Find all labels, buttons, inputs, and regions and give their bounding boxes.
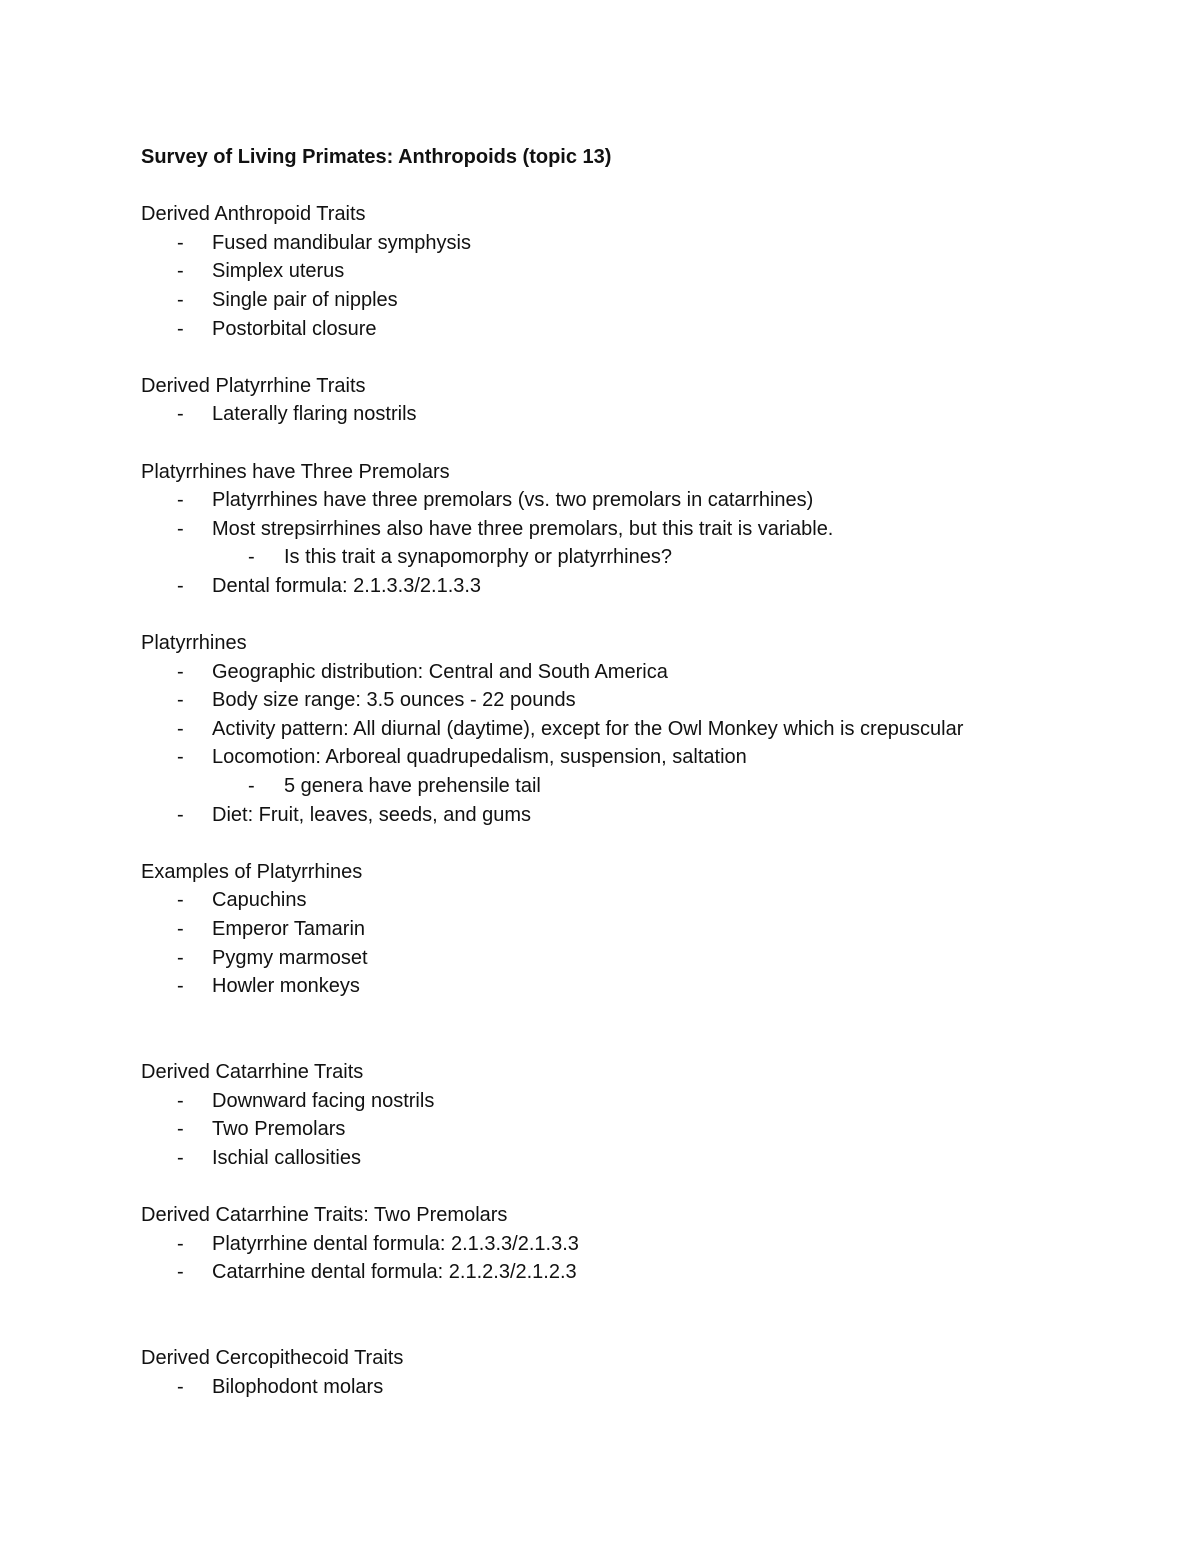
dash-bullet: - [177,1118,184,1141]
dash-bullet: - [177,1375,184,1398]
dash-bullet: - [177,260,184,283]
list-item [141,1115,1101,1144]
list-item-text: Emperor Tamarin [212,918,366,941]
dash-bullet: - [177,489,184,512]
list-item-text: Ischial callosities [212,1146,361,1169]
section-heading: Derived Anthropoid Traits [141,203,366,226]
section-derived-platyrrhine-traits [141,372,1101,429]
section-heading: Derived Catarrhine Traits [141,1061,364,1083]
dash-bullet: - [177,975,184,998]
dash-bullet: - [177,1261,184,1284]
list-item-text: Diet: Fruit, leaves, seeds, and gums [212,803,532,826]
dash-bullet: - [248,775,255,798]
list-item [141,686,1101,715]
list-item [141,715,1101,744]
dash-bullet: - [177,889,184,912]
list-item-text: Pygmy marmoset [212,946,368,969]
list-item-text: Activity pattern: All diurnal (daytime), except for the Owl Monkey which is crepuscular [212,717,964,740]
list-item-text: Howler monkeys [212,975,360,998]
section-heading: Derived Cercopithecoid Traits [141,1346,404,1369]
section-derived-anthropoid-traits [141,200,1101,343]
dash-bullet: - [177,689,184,712]
dash-bullet: - [177,918,184,941]
list-item [141,400,1101,429]
list-item [141,515,1101,572]
dash-bullet: - [177,317,184,340]
list-item [141,801,1101,830]
list-item [141,315,1101,344]
bullet-list [141,1373,1101,1402]
list-item-text: Single pair of nipples [212,288,398,311]
section-heading: Examples of Platyrrhines [141,860,363,883]
list-item-text: Simplex uterus [212,260,345,283]
dash-bullet: - [248,546,255,569]
list-item [141,743,1101,800]
document-title: Survey of Living Primates: Anthropoids (topic 13) [141,146,612,168]
list-item-text: Postorbital closure [212,317,377,340]
bullet-list [141,886,1101,1000]
bullet-list [141,658,1101,830]
list-item-text: Fused mandibular symphysis [212,231,471,254]
sub-bullet-list [212,772,1101,801]
sub-bullet-list [212,543,1101,572]
dash-bullet: - [177,717,184,740]
list-item [141,1373,1101,1402]
list-item-text: Catarrhine dental formula: 2.1.2.3/2.1.2.3 [212,1261,577,1284]
dash-bullet: - [177,517,184,540]
list-item [141,915,1101,944]
dash-bullet: - [177,1146,184,1169]
bullet-list [141,486,1101,600]
list-item-text: Two Premolars [212,1118,346,1141]
list-item [141,944,1101,973]
bullet-list [141,229,1101,343]
dash-bullet: - [177,231,184,254]
dash-bullet: - [177,1232,184,1255]
list-item-text: Laterally flaring nostrils [212,403,417,426]
dash-bullet: - [177,803,184,826]
list-item-text: Platyrrhines have three premolars (vs. two premolars in catarrhines) [212,489,814,512]
sub-list-item-text: Is this trait a synapomorphy or platyrrhines? [284,546,672,569]
section-derived-catarrhine-traits [141,1058,1101,1172]
list-item [141,572,1101,601]
bullet-list [141,400,1101,429]
section-platyrrhines-three-premolars [141,458,1101,601]
document-body [141,143,1101,1430]
list-item [141,1087,1101,1116]
sub-list-item-text: 5 genera have prehensile tail [284,775,541,798]
section-examples-of-platyrrhines [141,858,1101,1001]
section-heading: Derived Catarrhine Traits: Two Premolars [141,1203,508,1226]
dash-bullet: - [177,946,184,969]
list-item-text: Bilophodont molars [212,1375,384,1398]
dash-bullet: - [177,403,184,426]
bullet-list [141,1087,1101,1173]
list-item-text: Dental formula: 2.1.3.3/2.1.3.3 [212,574,482,597]
dash-bullet: - [177,288,184,311]
list-item [141,486,1101,515]
list-item-text: Downward facing nostrils [212,1089,435,1112]
section-catarrhine-two-premolars [141,1201,1101,1287]
list-item-text: Capuchins [212,889,307,912]
list-item [141,286,1101,315]
bullet-list [141,1230,1101,1287]
section-heading: Platyrrhines have Three Premolars [141,460,450,483]
list-item-text: Body size range: 3.5 ounces - 22 pounds [212,689,576,712]
list-item-text: Geographic distribution: Central and South America [212,660,668,683]
list-item [141,972,1101,1001]
list-item [141,1230,1101,1259]
dash-bullet: - [177,574,184,597]
list-item [141,229,1101,258]
sub-list-item [212,772,1101,801]
list-item [141,658,1101,687]
section-heading: Platyrrhines [141,632,247,655]
section-derived-cercopithecoid-traits [141,1344,1101,1401]
list-item [141,1258,1101,1287]
dash-bullet: - [177,660,184,683]
section-heading: Derived Platyrrhine Traits [141,374,366,397]
section-platyrrhines [141,629,1101,829]
list-item-text: Platyrrhine dental formula: 2.1.3.3/2.1.3.3 [212,1232,579,1255]
list-item-text: Most strepsirrhines also have three premolars, but this trait is variable. [212,517,834,540]
list-item-text: Locomotion: Arboreal quadrupedalism, suspension, saltation [212,746,747,769]
dash-bullet: - [177,1089,184,1112]
sub-list-item [212,543,1101,572]
list-item [141,1144,1101,1173]
list-item [141,886,1101,915]
list-item [141,257,1101,286]
dash-bullet: - [177,746,184,769]
